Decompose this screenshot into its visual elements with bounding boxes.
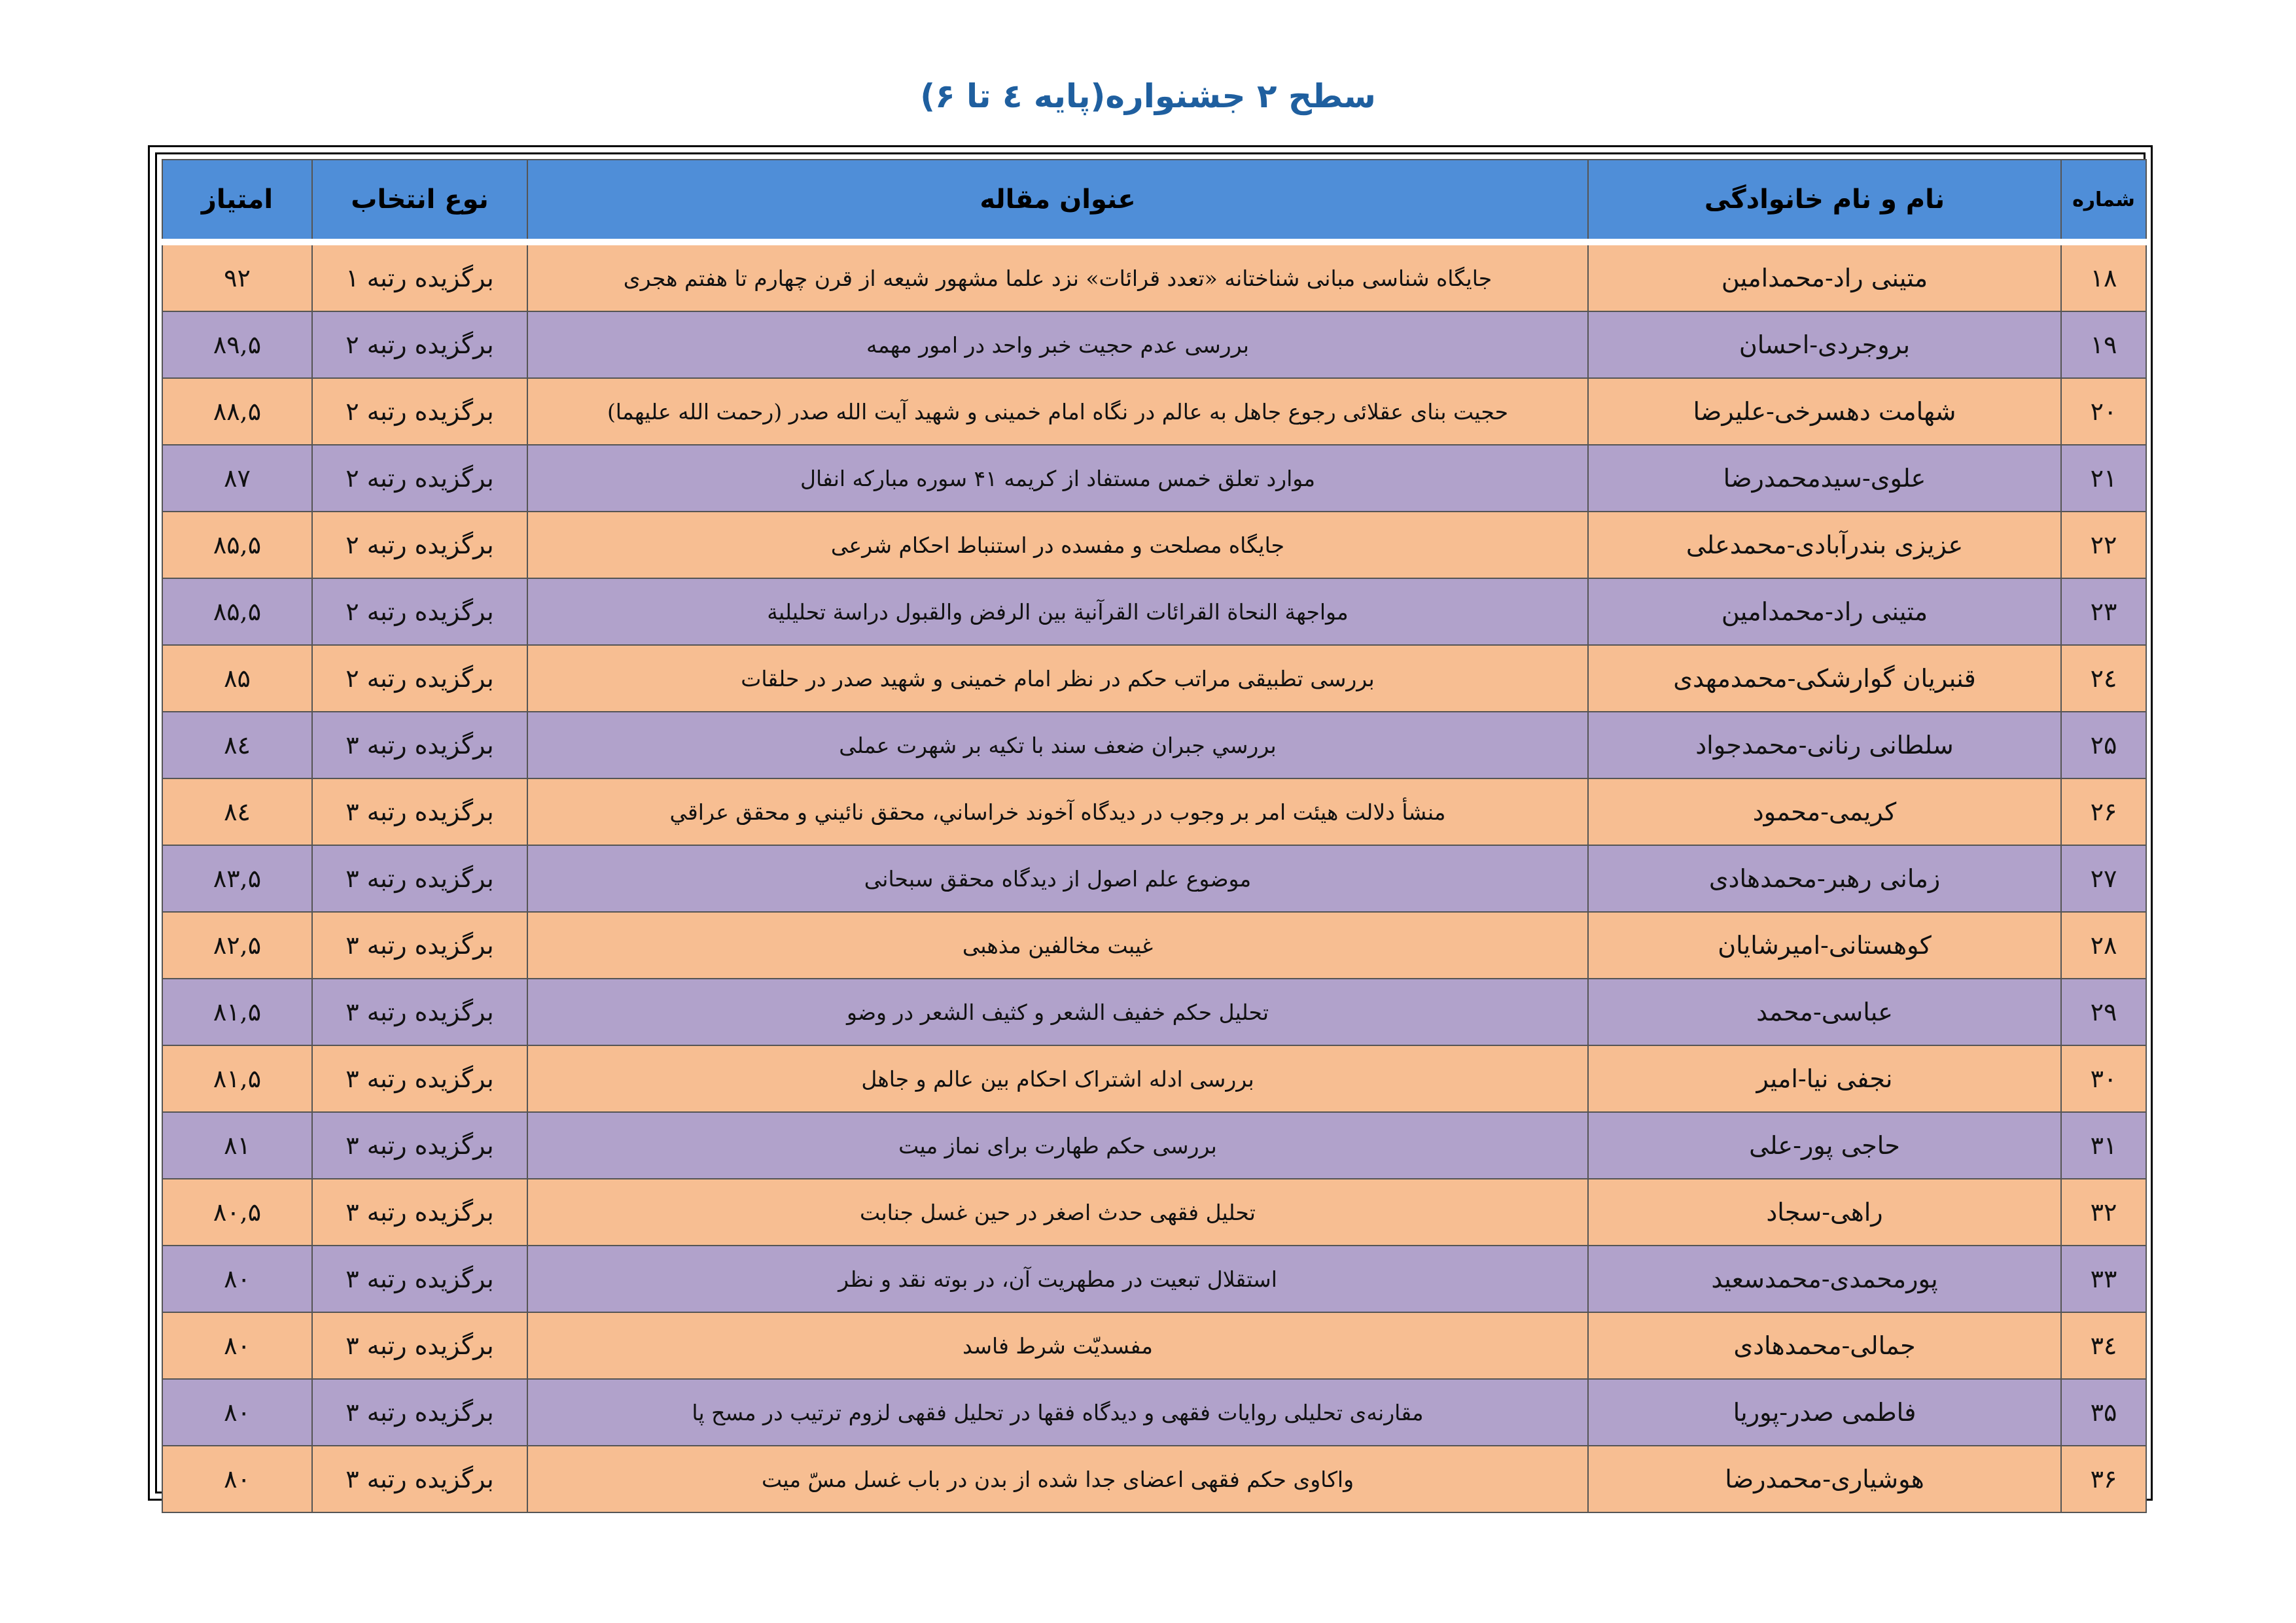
cell-article-title: واکاوی حکم فقهی اعضای جدا شده از بدن در باب غسل مسّ میت <box>527 1446 1588 1512</box>
cell-score: ۸۵,۵ <box>162 578 312 645</box>
table-row <box>162 979 2146 1045</box>
cell-selection-type: برگزیده رتبه ۳ <box>312 912 527 979</box>
cell-number: ۳۵ <box>2061 1379 2146 1446</box>
table-row <box>162 778 2146 845</box>
cell-article-title: بررسی عدم حجیت خبر واحد در امور مهمه <box>527 311 1588 378</box>
cell-selection-type: برگزیده رتبه ۳ <box>312 1045 527 1112</box>
cell-name: زمانی رهبر-محمدهادی <box>1588 845 2061 912</box>
cell-name: حاجی پور-علی <box>1588 1112 2061 1179</box>
cell-score: ۸۱ <box>162 1112 312 1179</box>
page-title: سطح ۲ جشنواره(پایه ٤ تا ۶) <box>920 77 1376 115</box>
cell-selection-type: برگزیده رتبه ۳ <box>312 1446 527 1512</box>
cell-article-title: بررسی ادله اشتراک احکام بین عالم و جاهل <box>527 1045 1588 1112</box>
cell-selection-type: برگزیده رتبه ۳ <box>312 1312 527 1379</box>
cell-number: ۳٤ <box>2061 1312 2146 1379</box>
table-row <box>162 311 2146 378</box>
cell-selection-type: برگزیده رتبه ۳ <box>312 778 527 845</box>
header-row <box>162 160 2146 242</box>
cell-score: ۸۰,۵ <box>162 1179 312 1246</box>
table-row <box>162 712 2146 778</box>
table-row <box>162 242 2146 311</box>
cell-article-title: موارد تعلق خمس مستفاد از کریمه ۴۱ سوره مبارکه انفال <box>527 445 1588 512</box>
cell-number: ۲۶ <box>2061 778 2146 845</box>
cell-article-title: غیبت مخالفین مذهبی <box>527 912 1588 979</box>
cell-article-title: مواجهة النحاة القرائات القرآنیة بین الرفض والقبول دراسة تحلیلیة <box>527 578 1588 645</box>
table-row <box>162 578 2146 645</box>
cell-score: ۹۲ <box>162 242 312 311</box>
table-header <box>162 160 2146 242</box>
header-score: امتیاز <box>162 160 312 242</box>
cell-name: علوی-سیدمحمدرضا <box>1588 445 2061 512</box>
table-row <box>162 912 2146 979</box>
table-row <box>162 845 2146 912</box>
cell-article-title: منشأ دلالت هیئت امر بر وجوب در دیدگاه آخوند خراساني، محقق نائيني و محقق عراقي <box>527 778 1588 845</box>
cell-score: ۸۰ <box>162 1312 312 1379</box>
cell-name: پورمحمدی-محمدسعید <box>1588 1246 2061 1312</box>
cell-selection-type: برگزیده رتبه ۲ <box>312 378 527 445</box>
cell-number: ۳۶ <box>2061 1446 2146 1512</box>
header-name: نام و نام خانوادگی <box>1588 160 2061 242</box>
cell-article-title: مفسدیّت شرط فاسد <box>527 1312 1588 1379</box>
cell-name: قنبریان گوارشکی-محمدمهدی <box>1588 645 2061 712</box>
cell-selection-type: برگزیده رتبه ۲ <box>312 512 527 578</box>
cell-name: متینی راد-محمدامین <box>1588 242 2061 311</box>
cell-article-title: بررسي جبران ضعف سند با تکیه بر شهرت عملی <box>527 712 1588 778</box>
cell-score: ۸۰ <box>162 1446 312 1512</box>
cell-name: کوهستانی-امیرشایان <box>1588 912 2061 979</box>
cell-article-title: حجیت بنای عقلائی رجوع جاهل به عالم در نگاه امام خمینی و شهید آیت الله صدر (رحمت الله علیهما) <box>527 378 1588 445</box>
cell-name: جمالی-محمدهادی <box>1588 1312 2061 1379</box>
cell-selection-type: برگزیده رتبه ۲ <box>312 645 527 712</box>
cell-score: ۸۷ <box>162 445 312 512</box>
cell-selection-type: برگزیده رتبه ۳ <box>312 712 527 778</box>
cell-selection-type: برگزیده رتبه ۳ <box>312 1379 527 1446</box>
table-row <box>162 378 2146 445</box>
cell-name: عزیزی بندرآبادی-محمدعلی <box>1588 512 2061 578</box>
header-article-title: عنوان مقاله <box>527 160 1588 242</box>
header-selection-type: نوع انتخاب <box>312 160 527 242</box>
cell-selection-type: برگزیده رتبه ۳ <box>312 1246 527 1312</box>
cell-name: عباسی-محمد <box>1588 979 2061 1045</box>
cell-number: ۲٤ <box>2061 645 2146 712</box>
cell-name: متینی راد-محمدامین <box>1588 578 2061 645</box>
cell-number: ۳۲ <box>2061 1179 2146 1246</box>
table-row <box>162 1045 2146 1112</box>
cell-name: فاطمی صدر-پوریا <box>1588 1379 2061 1446</box>
cell-score: ۸۱,۵ <box>162 1045 312 1112</box>
cell-name: هوشیاری-محمدرضا <box>1588 1446 2061 1512</box>
cell-number: ۲۹ <box>2061 979 2146 1045</box>
cell-score: ۸۸,۵ <box>162 378 312 445</box>
header-number: شماره <box>2061 160 2146 242</box>
cell-number: ۳۳ <box>2061 1246 2146 1312</box>
cell-name: بروجردی-احسان <box>1588 311 2061 378</box>
table-row <box>162 512 2146 578</box>
cell-selection-type: برگزیده رتبه ۲ <box>312 445 527 512</box>
cell-number: ۲۲ <box>2061 512 2146 578</box>
table-row <box>162 1246 2146 1312</box>
cell-name: کریمی-محمود <box>1588 778 2061 845</box>
cell-selection-type: برگزیده رتبه ۳ <box>312 1179 527 1246</box>
cell-score: ۸۱,۵ <box>162 979 312 1045</box>
table-row <box>162 1179 2146 1246</box>
cell-article-title: استقلال تبعیت در مطهریت آن، در بوته نقد و نظر <box>527 1246 1588 1312</box>
results-table <box>162 159 2147 1513</box>
cell-score: ۸۲,۵ <box>162 912 312 979</box>
cell-number: ۳۱ <box>2061 1112 2146 1179</box>
cell-article-title: موضوع علم اصول از دیدگاه محقق سبحانی <box>527 845 1588 912</box>
table-frame <box>148 145 2153 1501</box>
cell-selection-type: برگزیده رتبه ۳ <box>312 1112 527 1179</box>
cell-selection-type: برگزیده رتبه ۱ <box>312 242 527 311</box>
cell-score: ۸۳,۵ <box>162 845 312 912</box>
cell-article-title: جایگاه شناسی مبانی شناختانه «تعدد قرائات» نزد علما مشهور شیعه از قرن چهارم تا هفتم هجری <box>527 242 1588 311</box>
cell-number: ۲۷ <box>2061 845 2146 912</box>
table-row <box>162 1379 2146 1446</box>
cell-score: ۸۵,۵ <box>162 512 312 578</box>
cell-selection-type: برگزیده رتبه ۲ <box>312 578 527 645</box>
cell-score: ۸٤ <box>162 712 312 778</box>
table-row <box>162 1446 2146 1512</box>
cell-name: راهی-سجاد <box>1588 1179 2061 1246</box>
cell-number: ۱۸ <box>2061 242 2146 311</box>
cell-name: شهامت دهسرخی-علیرضا <box>1588 378 2061 445</box>
cell-selection-type: برگزیده رتبه ۳ <box>312 845 527 912</box>
cell-number: ۲۵ <box>2061 712 2146 778</box>
cell-selection-type: برگزیده رتبه ۲ <box>312 311 527 378</box>
cell-article-title: بررسی حکم طهارت برای نماز میت <box>527 1112 1588 1179</box>
table-row <box>162 1112 2146 1179</box>
cell-selection-type: برگزیده رتبه ۳ <box>312 979 527 1045</box>
cell-score: ۸۰ <box>162 1246 312 1312</box>
cell-score: ۸٤ <box>162 778 312 845</box>
cell-number: ۲۱ <box>2061 445 2146 512</box>
table-row <box>162 445 2146 512</box>
cell-article-title: تحلیل حکم خفیف الشعر و کثیف الشعر در وضو <box>527 979 1588 1045</box>
cell-number: ۱۹ <box>2061 311 2146 378</box>
cell-article-title: مقارنه‌ی تحلیلی روایات فقهی و دیدگاه فقها در تحلیل فقهی لزوم ترتیب در مسح پا <box>527 1379 1588 1446</box>
cell-name: سلطانی رنانی-محمدجواد <box>1588 712 2061 778</box>
table-row <box>162 1312 2146 1379</box>
cell-number: ۲۸ <box>2061 912 2146 979</box>
cell-number: ۳۰ <box>2061 1045 2146 1112</box>
table-row <box>162 645 2146 712</box>
cell-number: ۲۳ <box>2061 578 2146 645</box>
cell-name: نجفی نیا-امیر <box>1588 1045 2061 1112</box>
cell-article-title: بررسی تطبیقی مراتب حکم در نظر امام خمینی و شهید صدر در حلقات <box>527 645 1588 712</box>
cell-number: ۲۰ <box>2061 378 2146 445</box>
cell-score: ۸۰ <box>162 1379 312 1446</box>
cell-article-title: تحلیل فقهی حدث اصغر در حین غسل جنابت <box>527 1179 1588 1246</box>
cell-score: ۸۵ <box>162 645 312 712</box>
cell-score: ۸۹,۵ <box>162 311 312 378</box>
cell-article-title: جایگاه مصلحت و مفسده در استنباط احکام شرعی <box>527 512 1588 578</box>
table-body <box>162 242 2146 1512</box>
